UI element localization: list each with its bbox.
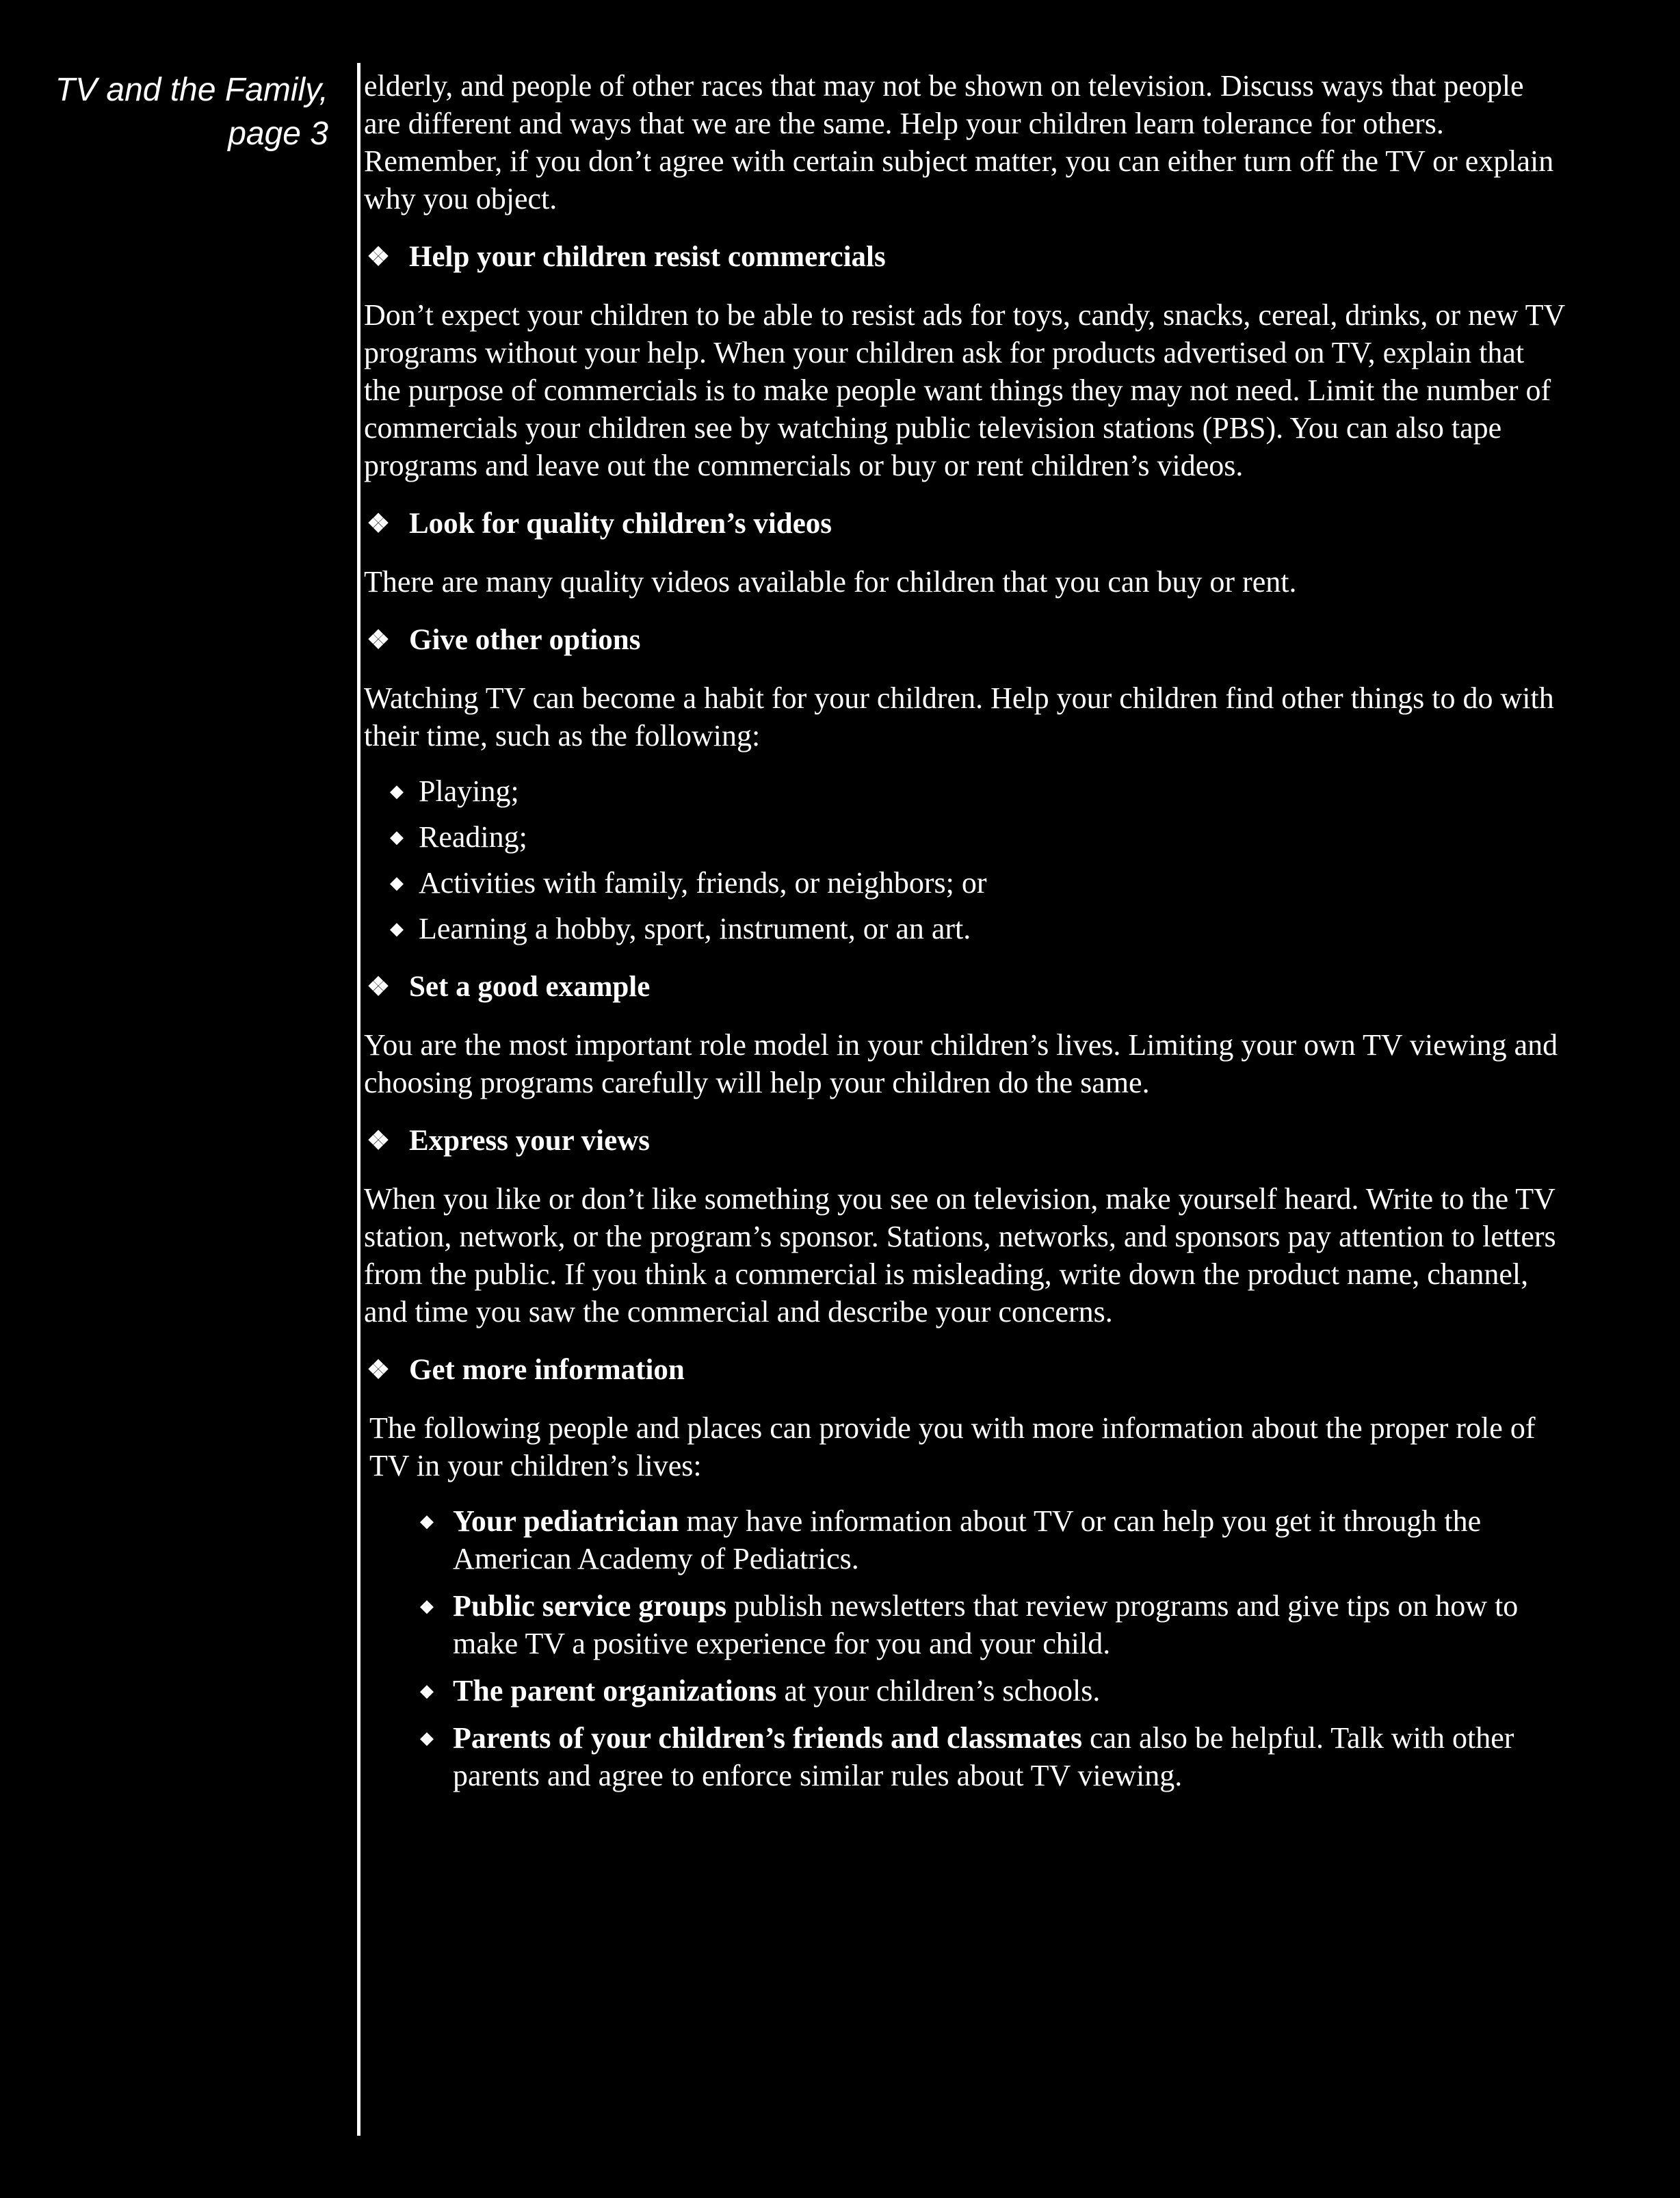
section-heading-text: Get more information [409, 1354, 685, 1386]
section-heading-information [364, 1351, 1568, 1389]
list-item-text: Reading; [419, 820, 527, 854]
resource-name: Your pediatrician [453, 1504, 679, 1538]
intro-paragraph: elderly, and people of other races that may not be shown on television. Discuss ways that people are different and ways that we are the same. Help your children learn tolerance for others. Remember, if you don’t agree with certain subject matter, you can either turn off the TV or explain why you object. [364, 69, 1554, 215]
section-heading-videos [364, 505, 1568, 542]
section-title: TV and the Family, [55, 72, 328, 108]
diamond-bullet-icon: ◆ [420, 1511, 434, 1531]
section-heading-text: Express your views [409, 1125, 650, 1157]
section-heading-text: Give other options [409, 624, 641, 656]
section-body-options: Watching TV can become a habit for your children. Help your children find other things to do with their time, such as the following: [364, 681, 1554, 753]
page-header [27, 68, 328, 156]
section-body-example: You are the most important role model in your children’s lives. Limiting your own TV viewing and choosing programs carefully will help your children do the same. [364, 1028, 1558, 1099]
list-item-text: Learning a hobby, sport, instrument, or an art. [419, 912, 971, 945]
page-number: page 3 [228, 116, 328, 152]
four-diamond-icon: ❖ [367, 1355, 391, 1385]
resource-name: Parents of your children’s friends and classmates [453, 1721, 1082, 1755]
diamond-bullet-icon: ◆ [390, 919, 404, 939]
diamond-bullet-icon: ◆ [420, 1681, 434, 1701]
resource-name: Public service groups [453, 1589, 727, 1623]
list-item [390, 772, 1568, 810]
section-heading-example [364, 968, 1568, 1006]
list-item [390, 910, 1568, 947]
list-item [420, 1587, 1568, 1662]
resource-description: publish newsletters that review programs and give tips on how to make TV a positive experience for you and your child. [453, 1589, 1519, 1660]
resource-name: The parent organizations [453, 1674, 777, 1708]
list-item [390, 864, 1568, 902]
diamond-bullet-icon: ◆ [420, 1728, 434, 1748]
section-body-views: When you like or don’t like something you see on television, make yourself heard. Write to the TV station, network, or the program’s sponsor. Stations, networks, and sponsors pay attention to letters from the public. If you think a commercial is misleading, write down the product name, channel, and time you saw the commercial and describe your concerns. [364, 1182, 1556, 1329]
list-item [420, 1672, 1568, 1710]
four-diamond-icon: ❖ [367, 1126, 391, 1155]
four-diamond-icon: ❖ [367, 242, 391, 272]
diamond-bullet-icon: ◆ [390, 827, 404, 847]
list-item [420, 1719, 1568, 1794]
list-item [420, 1502, 1568, 1578]
four-diamond-icon: ❖ [367, 972, 391, 1002]
section-heading-views [364, 1122, 1568, 1160]
diamond-bullet-icon: ◆ [390, 781, 404, 801]
section-heading-options [364, 621, 1568, 659]
options-list [364, 772, 1568, 947]
section-heading-commercials [364, 238, 1568, 276]
diamond-bullet-icon: ◆ [420, 1596, 434, 1616]
resource-description: can also be helpful. Talk with other parents and agree to enforce similar rules about TV viewing. [453, 1721, 1514, 1792]
section-body-information: The following people and places can provide you with more information about the proper role of TV in your children’s lives: [369, 1411, 1536, 1482]
section-heading-text: Look for quality children’s videos [409, 508, 832, 540]
list-item-text: Playing; [419, 774, 519, 808]
diamond-bullet-icon: ◆ [390, 873, 404, 893]
four-diamond-icon: ❖ [367, 625, 391, 655]
section-body-commercials: Don’t expect your children to be able to resist ads for toys, candy, snacks, cereal, drinks, or new TV programs without your help. When your children ask for products advertised on TV, explain that the purpose of commercials is to make people want things they may not need. Limit the number of commercials your children see by watching public television stations (PBS). You can also tape programs and leave out the commercials or buy or rent children’s videos. [364, 298, 1565, 482]
section-heading-text: Set a good example [409, 971, 651, 1003]
four-diamond-icon: ❖ [367, 509, 391, 538]
section-body-videos: There are many quality videos available for children that you can buy or rent. [364, 565, 1297, 599]
list-item-text: Activities with family, friends, or neighbors; or [419, 866, 987, 900]
resource-description: may have information about TV or can help you get it through the American Academy of Pediatrics. [453, 1504, 1482, 1575]
resources-list [364, 1502, 1568, 1794]
list-item [390, 818, 1568, 856]
main-content [364, 67, 1568, 1804]
section-heading-text: Help your children resist commercials [409, 241, 886, 273]
resource-description: at your children’s schools. [776, 1674, 1101, 1708]
vertical-rule [357, 63, 360, 2136]
